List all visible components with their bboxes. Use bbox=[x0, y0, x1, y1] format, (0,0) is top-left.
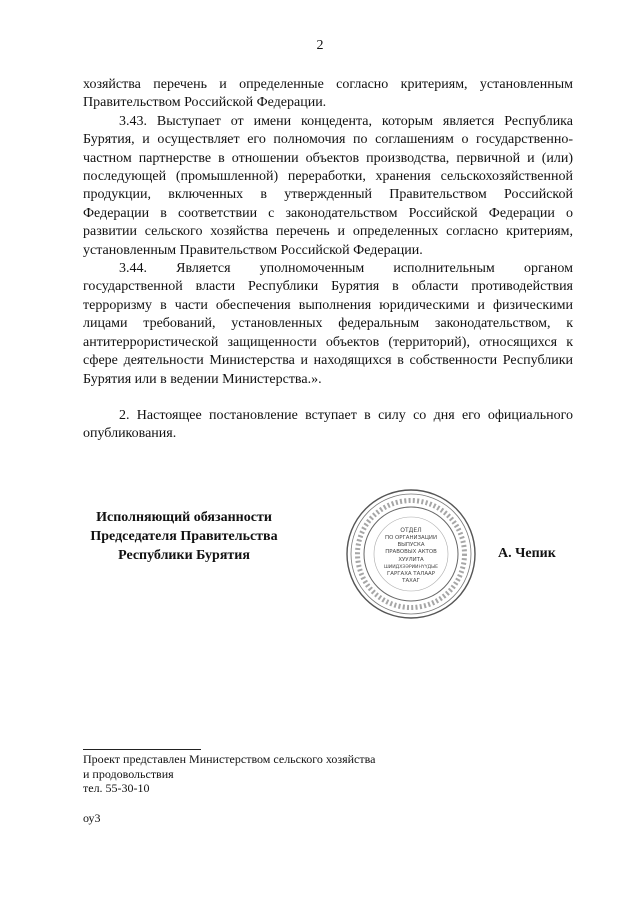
signature-title-line: Исполняющий обязанности bbox=[96, 510, 272, 525]
footnote-line: Проект представлен Министерством сельского хозяйства bbox=[83, 752, 376, 766]
seal-text: ОТДЕЛ bbox=[400, 527, 422, 534]
footnote bbox=[83, 752, 443, 796]
page-number: 2 bbox=[316, 38, 324, 53]
footnote-line: тел. 55-30-10 bbox=[83, 781, 150, 795]
paragraph-effective-date: 2. Настоящее постановление вступает в силу со дня его официального опубликования. bbox=[83, 407, 573, 442]
signature-title-line: Республики Бурятия bbox=[118, 548, 250, 563]
official-seal bbox=[345, 488, 477, 620]
document-code: оу3 bbox=[83, 811, 101, 825]
seal-text: ГАРГАХА ТАЛААР bbox=[387, 571, 435, 577]
seal-text: ПРАВОВЫХ АКТОВ bbox=[385, 549, 437, 555]
seal-text: ПО ОРГАНИЗАЦИИ bbox=[385, 535, 437, 541]
paragraph-continuation: хозяйства перечень и определенные согласно критериям, установленным Правительством Российской Федерации. bbox=[83, 77, 573, 111]
document-body bbox=[83, 76, 573, 444]
signature-title bbox=[83, 508, 285, 565]
footnote-divider bbox=[83, 749, 201, 750]
paragraph-3-44: 3.44. Является уполномоченным исполнительным органом государственной власти Республики Бурятия в области противодействия терроризму в части обеспечения выполнения юридическими и физическими лицами требований, установленных федеральным законодательством, к антитеррористической защищенности объектов (территорий), относящихся к сфере деятельности Министерства и находящихся в собственности Республики Бурятия или в ведении Министерства.». bbox=[83, 261, 573, 387]
seal-text: ВЫПУСКА bbox=[397, 542, 425, 548]
footnote-line: и продовольствия bbox=[83, 766, 174, 781]
signer-name: А. Чепик bbox=[498, 546, 556, 561]
seal-text: ХУУЛИТА bbox=[398, 557, 424, 563]
seal-text: ТАХАГ bbox=[402, 578, 420, 584]
signature-title-line: Председателя Правительства bbox=[90, 529, 278, 544]
seal-text: ШИИДХЭЭРИИНҮҮДЫЕ bbox=[383, 565, 439, 570]
paragraph-3-43: 3.43. Выступает от имени концедента, которым является Республика Бурятия, и осуществляет его полномочия по соглашениям о государственно-частном партнерстве в отношении объектов производства, первичной и (или) последующей (промышленной) переработки, хранения сельскохозяйственной продукции, включенных в утвержденный Правительством Российской Федерации в соответствии с законодательством Российской Федерации о развитии сельского хозяйства перечень и определенных согласно критериям, установленным Правительством Российской Федерации. bbox=[83, 113, 573, 258]
